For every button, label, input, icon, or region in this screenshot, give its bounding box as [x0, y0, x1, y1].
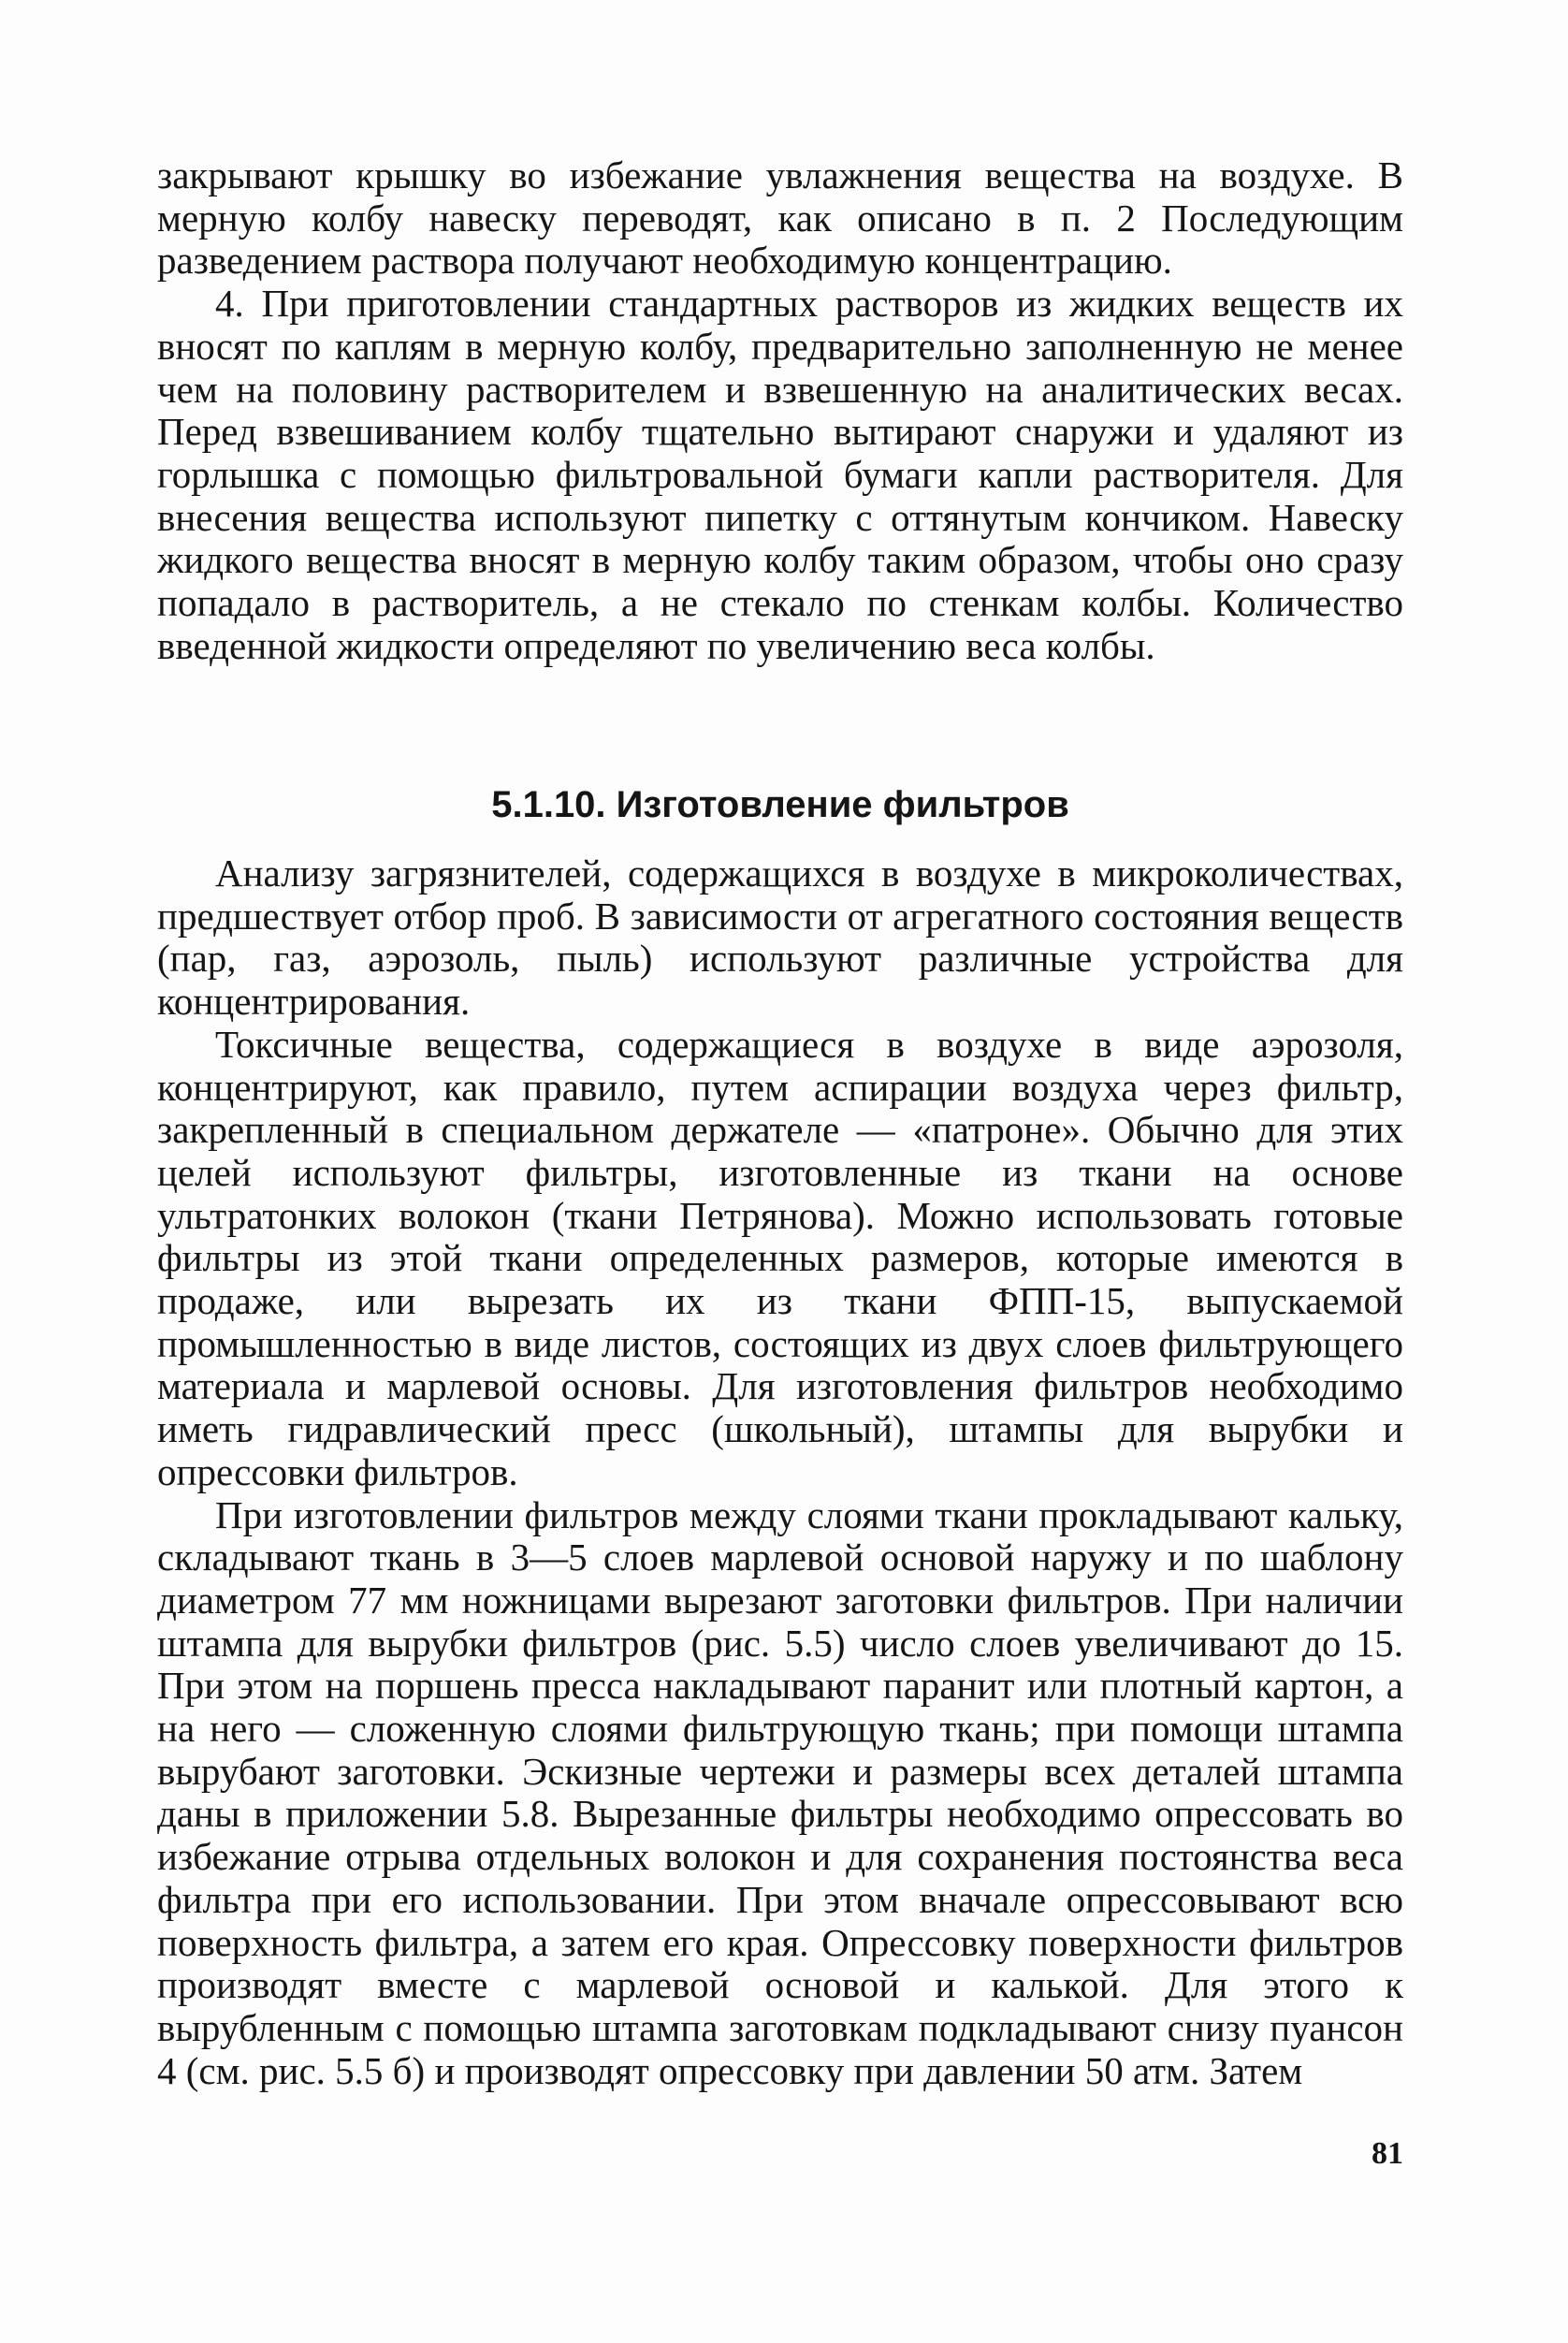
paragraph-item-4: 4. При приготовлении стандартных растворов из жидких веществ их вносят по каплям в мерную колбу, предварительно заполненную не менее чем на половину растворителем и взвешенную на аналитических весах. Перед взвешиванием колбу тщательно вытирают снаружи и удаляют из горлышка с помощью фильтровальной бумаги капли растворителя. Для внесения вещества используют пипетку с оттянутым кончиком. Навеску жидкого вещества вносят в мерную колбу таким образом, чтобы оно сразу попадало в растворитель, а не стекало по стенкам колбы. Количество введенной жидкости определяют по увеличению веса колбы.	[157, 282, 1403, 667]
paragraph-sampling-intro: Анализу загрязнителей, содержащихся в воздухе в микроколичествах, предшествует отбор проб. В зависимости от агрегатного состояния веществ (пар, газ, аэрозоль, пыль) используют различные устройства для концентрирования.	[157, 851, 1403, 1024]
page-number: 81	[1372, 2136, 1403, 2171]
section-text-block	[157, 852, 1403, 2092]
paragraph-aerosol-filters: Токсичные вещества, содержащиеся в воздухе в виде аэрозоля, концентрируют, как правило, путем аспирации воздуха через фильтр, закрепленный в специальном держателе — «патроне». Обычно для этих целей используют фильтры, изготовленные из ткани на основе ультратонких волокон (ткани Петрянова). Можно использовать готовые фильтры из этой ткани определенных размеров, которые имеются в продаже, или вырезать их из ткани ФПП-15, выпускаемой промышленностью в виде листов, состоящих из двух слоев фильтрующего материала и марлевой основы. Для изготовления фильтров необходимо иметь гидравлический пресс (школьный), штампы для вырубки и опрессовки фильтров.	[157, 1022, 1403, 1493]
paragraph-filter-manufacturing: При изготовлении фильтров между слоями ткани прокладывают кальку, складывают ткань в 3—5 слоев марлевой основой наружу и по шаблону диаметром 77 мм ножницами вырезают заготовки фильтров. При наличии штампа для вырубки фильтров (рис. 5.5) число слоев увеличивают до 15. При этом на поршень пресса накладывают паранит или плотный картон, а на него — сложенную слоями фильтрующую ткань; при помощи штампа вырубают заготовки. Эскизные чертежи и размеры всех деталей штампа даны в приложении 5.8. Вырезанные фильтры необходимо опрессовать во избежание отрыва отдельных волокон и для сохранения постоянства веса фильтра при его использовании. При этом вначале опрессовывают всю поверхность фильтра, а затем его края. Опрессовку поверхности фильтров производят вместе с марлевой основой и калькой. Для этого к вырубленным с помощью штампа заготовкам подкладывают снизу пуансон 4 (см. рис. 5.5 б) и производят опрессовку при давлении 50 атм. Затем	[157, 1492, 1403, 2092]
top-text-block	[157, 154, 1403, 667]
section-heading: 5.1.10. Изготовление фильтров	[491, 784, 1069, 825]
continued-paragraph: закрывают крышку во избежание увлажнения вещества на воздухе. В мерную колбу навеску переводят, как описано в п. 2 Последующим разведением раствора получают необходимую концентрацию.	[157, 153, 1403, 283]
